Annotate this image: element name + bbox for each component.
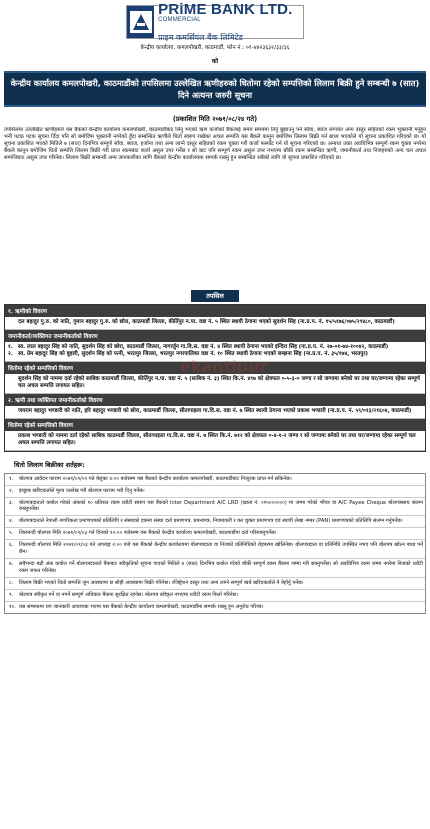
- term-item: [5, 498, 425, 517]
- schedule-row: [8, 376, 422, 391]
- schedule-row: [8, 433, 422, 448]
- schedule-section-heading: १. ऋणीको विवरण: [5, 305, 425, 317]
- term-number: ९.: [9, 591, 14, 598]
- terms-heading: धितो लिलाम बिक्रीका शर्तहरू:: [14, 460, 85, 469]
- schedule-section-body: [5, 406, 425, 419]
- term-text: इच्छुक खरिदकर्ताले मूल्य उल्लेख गरी बोलपत्र फाराम भरी दिनु पर्नेछ।: [19, 487, 145, 494]
- term-item: [5, 578, 425, 590]
- schedule-section-heading: जमानीकर्ता/व्यक्तिगत जमानीकर्ताको विवरण: [5, 330, 425, 342]
- term-item: [5, 559, 425, 578]
- schedule-section-body: [5, 317, 425, 330]
- term-text: बोलपत्र आवेदन फाराम २०७१/०९/०२ गते बेलुका ४:०० बजेसम्म यस बैंकको केन्द्रीय कार्यालय कमलपोखरी, काठमाडौंबाट निःशुल्क प्राप्त गर्न सकिनेछ।: [19, 475, 292, 482]
- term-item: [5, 590, 425, 602]
- schedule-row-number: [8, 319, 18, 327]
- bank-name-ne: प्राइम कमर्सियल बैंक लिमिटेड: [158, 33, 243, 42]
- intro-paragraph: तपसिलमा उल्लेखित ऋणीहरुले यस बैंकको केन्द्रीय कार्यालय कमलपोखरी, काठमाडौंबाट लिनु भएको ऋण कर्जाको बैंकलाई समय समयमा तिर्नु बुझाउनु पर्ने साँवा, ब्याज लगायत अन्य दस्तुर सहितको रकम भुक्तानी गर्नुहुन भनी पटक पटक सूचना दिँदा पनि सो बमोजिम भुक्तानी नगरेको हुँदा सम्बन्धित ऋणीले धितो स्वरुप राखेका अचल सम्पत्ति यस बैंकले कानुन बमोजिम लिलाम बिक्री गर्न बाध्य भएकोले यो सूचना प्रकाशित गरिएको छ। यो सूचना प्रकाशित भएको मितिले ७ (सात) दिनभित्र सम्पूर्ण साँवा, ब्याज, हर्जाना तथा अन्य लाग्ने दस्तुर सहितको रकम चुक्ता गरी कर्जा फर्स्योट गर्न यो सूचना गरिएको छ। अन्यथा उक्त अवधिभित्र सम्पूर्ण रकम चुक्ता नगरेमा बैंकले कानुन बमोजिम धितो सम्पत्ति लिलाम बिक्री गरी प्राप्त रकमबाट कर्जा असुल उपर गर्नेछ र सो बाट पनि सम्पूर्ण रकम असुल उपर नभएमा बाँकी रकम सम्बन्धित ऋणी, जमानीकर्ता तथा निजहरुको अन्य चल अचल सम्पत्तिबाट असुल उपर गरिनेछ। लिलाम बिक्री सम्बन्धी अन्य जानकारीका लागि बैंकको केन्द्रीय कार्यालयमा सम्पर्क राख्नु हुन सम्बन्धित सबैको लागि यो सूचना प्रकाशित गरिएको छ।: [4, 127, 426, 162]
- term-text: यस सम्बन्धमा थप जानकारी आवश्यक भएमा यस बैंकको केन्द्रीय कार्यालय कमलपोखरी, काठमाडौंमा सम्पर्क राख्नु हुन अनुरोध गरिन्छ।: [19, 603, 264, 610]
- term-text: बोलपत्रदाताले नेपाली नागरिकता प्रमाणपत्रको प्रतिलिपि र संस्थाको हकमा संस्था दर्ता प्रमाणपत्र, प्रबन्धपत्र, नियमावली र कर चुक्ता प्रमाणपत्र एवं स्थायी लेखा नम्बर (PAN) प्रमाणपत्रको प्रतिलिपि संलग्न गर्नुपर्नेछ।: [19, 518, 403, 525]
- schedule-section-heading: धितोमा रहेको सम्पत्तिको विवरण: [5, 362, 425, 374]
- term-text: शिलबन्दी बोलपत्र मिति २०७१/०९/०३ गते दिनको १२:०० बजेसम्म यस बैंकको केन्द्रीय कार्यालय कमलपोखरी, काठमाडौंमा दर्ता गरिसक्नुपर्नेछ।: [19, 530, 277, 537]
- term-item: [5, 516, 425, 528]
- office-address: केन्द्रीय कार्यालय, कमलपोखरी, काठमाडौं, फोन नं.: ०१-४४२३६३२/३३/३६: [140, 45, 290, 51]
- schedule-section-body: [5, 431, 425, 451]
- terms-list: [4, 473, 426, 614]
- term-number: ४.: [9, 518, 14, 525]
- term-number: ७.: [9, 561, 14, 567]
- schedule-row: [8, 319, 422, 327]
- term-item: [5, 602, 425, 613]
- logo-row: [4, 1, 426, 42]
- schedule-row: [8, 351, 422, 359]
- schedule-row-number: [8, 408, 18, 416]
- term-item: [5, 540, 425, 559]
- term-item: [5, 474, 425, 486]
- schedule-table: [4, 304, 426, 452]
- schedule-row-number: [8, 433, 18, 448]
- ko-label: को: [211, 58, 219, 65]
- term-text: सबैभन्दा बढी अंक कबोल गर्ने बोलपत्रदाताले बैंकबाट स्वीकृतिको सूचना पाएको मितिले ७ (सात) दिनभित्र कबोल गरेको बाँकी सम्पूर्ण रकम बैंकमा जम्मा गरी सक्नुपर्नेछ। सो अवधिभित्र रकम जम्मा नगरेमा निजको धरौटी रकम जफत गरिनेछ।: [19, 561, 423, 574]
- notice-title: केन्द्रीय कार्यालय कमलपोखरी, काठमाडौंको तपसिलमा उल्लेखित ऋणीहरुको धितोमा रहेको सम्पत्तिको लिलाम बिक्री हुने सम्बन्धी ७ (सात) दिने अत्यन्त जरुरी सूचना: [4, 71, 426, 107]
- schedule-label: तपसिल: [191, 290, 239, 302]
- schedule-row-text: दल बहादुर गु.रु. को नाति, गुमान बहादुर गु.रु. को छोरा, काठमाडौं जिल्ला, कीर्तिपुर न.पा. वडा नं. ५ स्थित स्थायी ठेगाना भएको सुदर्शन सिंह (ना.प्र.प. नं. १५/५१७६/०७५/२९४८०, काठमाडौं): [18, 319, 395, 325]
- publication-date: (प्रकाशित मिति २०७१/०८/२४ गते): [172, 115, 258, 123]
- bank-name-en: PRiME BANK LTD.: [158, 1, 293, 18]
- term-number: २.: [9, 487, 14, 494]
- bank-name-en-small: COMMERCIAL: [158, 17, 201, 23]
- schedule-row-number: [8, 376, 18, 391]
- schedule-section-heading: २. ऋणी तथा व्यक्तिगत जमानीकर्ताको विवरण: [5, 394, 425, 406]
- bank-logo-icon: [127, 6, 154, 38]
- schedule-row-text: प्रकाश भण्डारी को नाममा दर्ता रहेको साबिक काठमाडौं जिल्ला, सीतापाइला गा.वि.स. वडा नं. ७ स्थित कि.नं. ७१२ को क्षेत्रफल ०-४-१-२ जग्गा र सो जग्गामा बनेको घर तथा घर/जग्गामा रहेका सम्पूर्ण चल अचल सम्पत्ति लगायत सहित।: [18, 432, 416, 447]
- schedule-row: [8, 408, 422, 416]
- term-item: [5, 486, 425, 498]
- bank-logo: [126, 1, 304, 42]
- term-text: शिलबन्दी बोलपत्र मिति २०७१/०९/०३ गते अपराह्न २:०० बजे यस बैंकको केन्द्रीय कार्यालयमा बोलपत्रदाता वा निजको प्रतिनिधिको रोहबरमा खोलिनेछ। बोलपत्रदाता वा प्रतिनिधि उपस्थित नभए पनि बोलपत्र खोल्न बाधा पर्ने छैन।: [19, 542, 423, 556]
- schedule-section-body: [5, 374, 425, 394]
- schedule-row-text: स्व. लाल बहादुर सिंह को नाति, सुदर्शन सिंह को छोरा, काठमाडौं जिल्ला, नागार्जुन गा.वि.स. वडा नं. ४ स्थित स्थायी ठेगाना भएको इन्दिरा सिंह (ना.प्र.प. नं. २७-०१-७४-१००४२, काठमाडौं): [18, 343, 389, 350]
- term-text: बोलपत्र स्वीकृत गर्ने वा नगर्ने सम्पूर्ण अधिकार बैंकमा सुरक्षित रहनेछ। बोलपत्र स्वीकृत नभएमा धरौटी रकम फिर्ता गरिनेछ।: [19, 591, 239, 598]
- term-item: [5, 528, 425, 540]
- term-number: ३.: [9, 499, 14, 506]
- term-number: ६.: [9, 542, 14, 549]
- term-number: १०.: [9, 603, 16, 610]
- term-text: बोलपत्रदाताले कबोल गरेको अंकको १० प्रतिशत रकम धरौटी स्वरुप यस बैंकको Inter Department A/C LRD (खाता नं. ०१५००००००) मा जम्मा गरेको भौचर वा A/C Payee Cheque बोलपत्रसाथ संलग्न राख्नुपर्नेछ।: [19, 499, 423, 513]
- schedule-section-heading: धितोमा रहेको सम्पत्तिको विवरण: [5, 419, 425, 431]
- term-number: ८.: [9, 579, 14, 586]
- schedule-row-text: स्व. प्रेम बहादुर सिंह को बुहारी, सुदर्शन सिंह को पत्नी, भरतपुर जिल्ला, भरतपुर नगरपालिका वडा नं. १० स्थित स्थायी ठेगाना भएको सम्झना सिंह (ना.प्र.प. नं. ३५/१७४, भरतपुर): [18, 351, 369, 358]
- term-text: लिलाम बिक्री भएको धितो सम्पत्ति जुन अवस्थामा छ सोही अवस्थामा बिक्री गरिनेछ। रजिष्ट्रेशन दस्तुर तथा अन्य लाग्ने सम्पूर्ण खर्च खरिदकर्ताले नै बेहोर्नु पर्नेछ।: [19, 579, 304, 586]
- schedule-row-text: जयराम बहादुर भण्डारी को नाति, हरि बहादुर भण्डारी को छोरा, काठमाडौं जिल्ला, सीतापाइला गा.वि.स. वडा नं. ७ स्थित स्थायी ठेगाना भएको प्रकाश भण्डारी (ना.प्र.प. नं. ५९/०१३/२१६०४, काठमाडौं): [18, 407, 412, 414]
- schedule-row-number: २.: [8, 351, 13, 358]
- term-number: ५.: [9, 530, 14, 537]
- schedule-row-number: १.: [8, 343, 13, 350]
- term-number: १.: [9, 475, 14, 482]
- schedule-section-body: [5, 342, 425, 362]
- schedule-row-text: सुदर्शन सिंह को नाममा दर्ता रहेको साबिक काठमाडौं जिल्ला, कीर्तिपुर न.पा. वडा नं. ५ (साबिक नं. ३) स्थित कि.नं. ४९७ को क्षेत्रफल ०-५-३-० जग्गा र सो जग्गामा बनेको घर तथा घर/जग्गामा रहेका सम्पूर्ण चल अचल सम्पत्ति लगायत सहित।: [18, 375, 420, 390]
- watermark: ekantipur: [180, 357, 268, 376]
